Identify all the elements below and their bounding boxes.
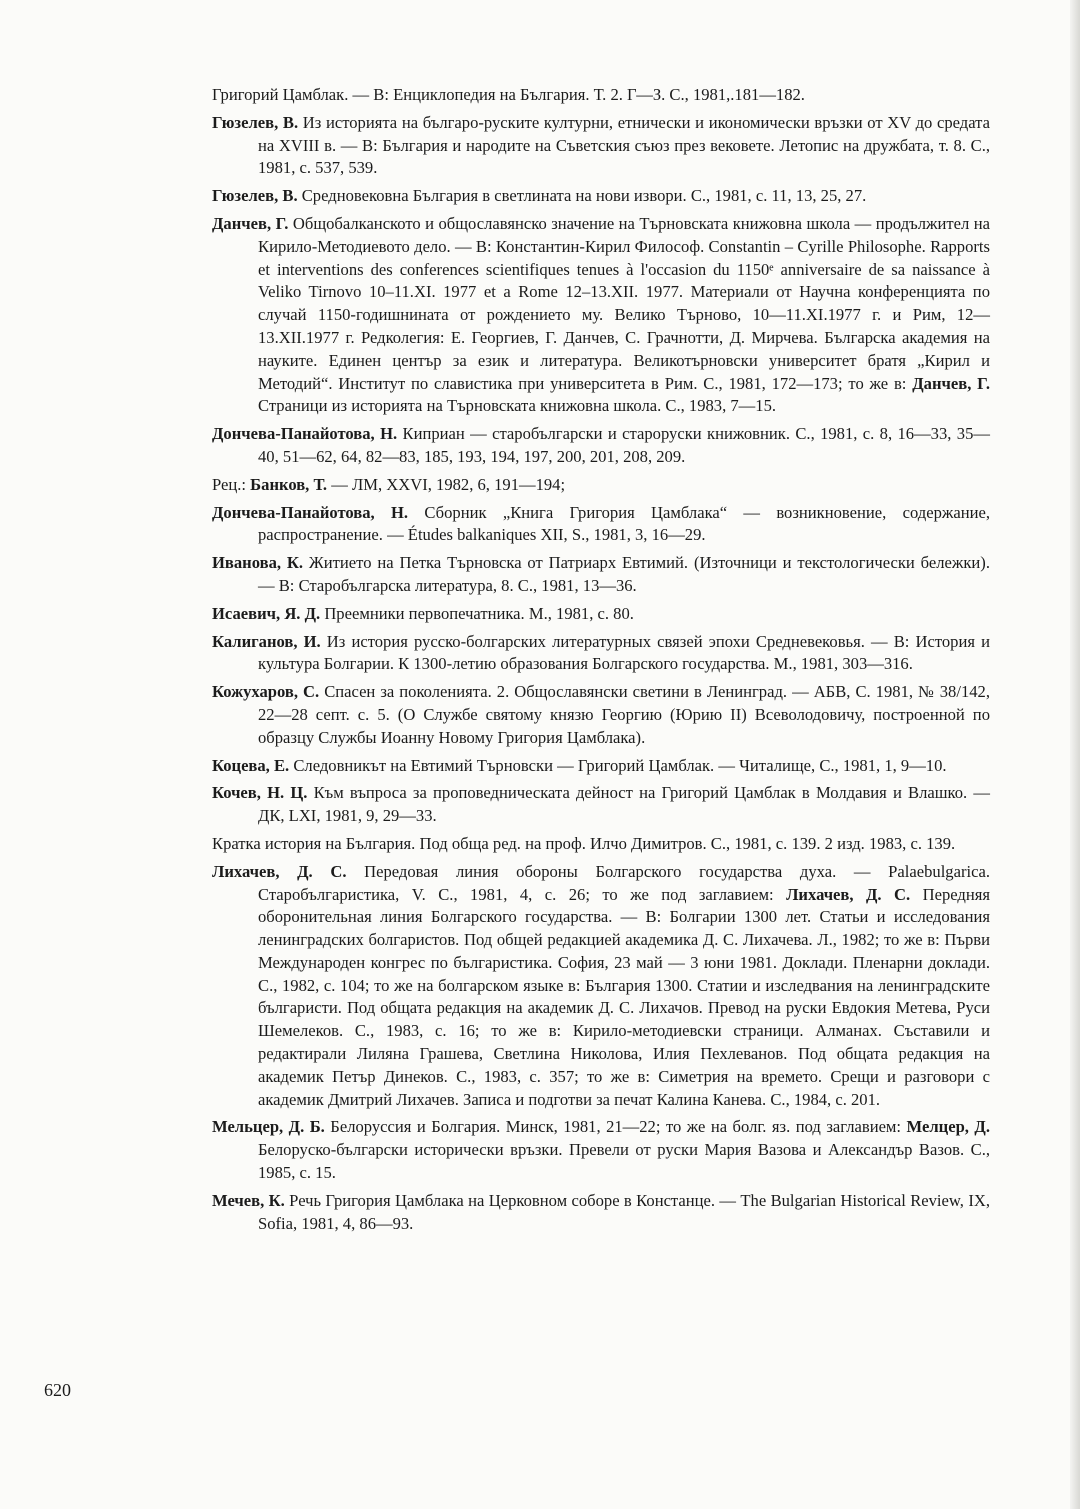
entry-author: Мелцер, Д.	[906, 1117, 990, 1137]
bibliography-entry: Гюзелев, В. Средновековна България в светлината на нови извори. С., 1981, с. 11, 13, 25, 27.	[212, 186, 867, 206]
bibliography-entry: Исаевич, Я. Д. Преемники первопечатника. М., 1981, с. 80.	[212, 603, 634, 623]
entry-author: Гюзелев, В.	[212, 186, 298, 206]
entry-author: Данчев, Г.	[212, 213, 289, 233]
entry-author: Кочев, Н. Ц.	[212, 783, 308, 803]
page-number: 620	[44, 1380, 71, 1400]
entry-author: Мельцер, Д. Б.	[212, 1117, 325, 1137]
bibliography-entry: Кожухаров, С. Спасен за поколенията. 2. Общославянски светини в Ленинград. — АБВ, С. 1981, № 38/142, 22—28 септ. с. 5. (О Службе святому князю Георгию (Юрию II) Всеволодовичу, построенной по образцу Службы Иоанну Новому Григория Цамблака).	[212, 682, 991, 747]
bibliography-entry: Мельцер, Д. Б. Белоруссия и Болгария. Минск, 1981, 21—22; то же на болг. яз. под заглавием: Мелцер, Д. Белоруско-български исторически връзки. Превели от руски Мария Вазова и Александър Вазов. С., 1985, с. 15.	[212, 1117, 990, 1183]
entry-author: Калиганов, И.	[212, 631, 321, 651]
entry-author: Дончева-Панайотова, Н.	[212, 424, 398, 444]
bibliography-entry: Коцева, Е. Следовникът на Евтимий Търновски — Григорий Цамблак. — Читалище, С., 1981, 1, 9—10.	[212, 755, 947, 775]
page-edge-shadow	[1070, 0, 1080, 1509]
entry-author: Иванова, К.	[212, 553, 304, 573]
entry-author: Лихачев, Д. С.	[786, 884, 911, 904]
bibliography-list	[212, 84, 990, 1240]
entry-author: Исаевич, Я. Д.	[212, 603, 321, 623]
bibliography-entry: Калиганов, И. Из история русско-болгарских литературных связей эпохи Средневековья. — В: История и культура Болгарии. К 1300-летию образования Болгарского государства. М., 1981, 303—316.	[212, 631, 990, 674]
bibliography-entry: Лихачев, Д. С. Передовая линия обороны Болгарского государства духа. — Palaebulgarica. Старобългаристика, V. С., 1981, 4, с. 26; то же под заглавием: Лихачев, Д. С. Передняя оборонительная линия Болгарского государства. — В: Болгарии 1300 лет. Статьи и исследования ленинградских болгаристов. Под общей редакцией академика Д. С. Лихачева. Л., 1982; то же в: Първи Международен конгрес по българистика. София, 23 май — 3 юни 1981. Доклади. Пленарни доклади. С., 1982, с. 104; то же на болгарском языке в: България 1300. Статии и изследвания на ленинградските българисти. Под общата редакция на академик Д. С. Лихачов. Превод на руски Евдокия Метева, Руси Шемелеков. С., 1983, с. 16; то же в: Кирило-методиевски страници. Алманах. Съставили и редактирали Лиляна Грашева, Светлина Николова, Илия Пехлеванов. Под общата редакция на академик Петър Динеков. С., 1983, с. 357; то же в: Симетрия на времето. Срещи и разговори с академик Дмитрий Лихачев. Записа и подготви за печат Калина Канева. С., 1984, с. 201.	[212, 861, 990, 1109]
bibliography-entry: Григорий Цамблак. — В: Енциклопедия на България. Т. 2. Г—З. С., 1981,.181—182.	[212, 85, 805, 104]
entry-author: Дончева-Панайотова, Н.	[212, 502, 409, 522]
bibliography-entry: Данчев, Г. Общобалканското и общославянско значение на Търновската книжовна школа — продължител на Кирило-Методиевото дело. — В: Константин-Кирил Философ. Constantin – Cyrille Philosophe. Rapports et interventions des conferences scientifiques tenues à l'occasion du 1150ᵉ anniversaire de sa naissance à Veliko Tirnovo 10–11.XI. 1977 et a Rome 12–13.XII. 1977. Материали от Научна конференцията по случай 1150-годишнината от рождението му. Велико Търново, 10—11.XI.1977 г. и Рим, 12—13.XII.1977 г. Редколегия: Е. Георгиев, Г. Данчев, С. Грачнотти, Д. Мирчева. Българска академия на науките. Единен център за език и литература. Великотърновски университет братя „Кирил и Методий“. Институт по славистика при университета в Рим. С., 1981, 172—173; то же в: Данчев, Г. Страници из историята на Търновската книжовна школа. С., 1983, 7—15.	[212, 213, 990, 416]
entry-author: Данчев, Г.	[912, 373, 990, 393]
bibliography-entry: Рец.: Банков, Т. — ЛМ, XXVI, 1982, 6, 191—194;	[212, 474, 566, 494]
entry-author: Кожухаров, С.	[212, 682, 320, 702]
bibliography-entry: Дончева-Панайотова, Н. Киприан — старобългарски и староруски книжовник. С., 1981, с. 8, 16—33, 35—40, 51—62, 64, 82—83, 185, 193, 194, 197, 200, 201, 208, 209.	[212, 424, 990, 466]
entry-author: Банков, Т.	[250, 474, 328, 494]
entry-author: Гюзелев, В.	[212, 112, 299, 132]
bibliography-entry: Мечев, К. Речь Григория Цамблака на Церковном соборе в Констанце. — The Bulgarian Historical Review, IX, Sofia, 1981, 4, 86—93.	[212, 1190, 990, 1233]
entry-author: Лихачев, Д. С.	[212, 861, 347, 881]
bibliography-entry: Кратка история на България. Под обща ред. на проф. Илчо Димитров. С., 1981, с. 139. 2 изд. 1983, с. 139.	[212, 833, 956, 853]
bibliography-entry: Иванова, К. Житието на Петка Търновска от Патриарх Евтимий. (Източници и текстологически бележки). — В: Старобългарска литература, 8. С., 1981, 13—36.	[212, 553, 990, 595]
bibliography-entry: Гюзелев, В. Из историята на българо-руските културни, етнически и икономически връзки от XV до средата на XVIII в. — В: България и народите на Съветския съюз през вековете. Летопис на дружбата, т. 8. С., 1981, с. 537, 539.	[212, 112, 990, 178]
bibliography-entry: Дончева-Панайотова, Н. Сборник „Книга Григория Цамблака“ — возникновение, содержание, распространение. — Études balkaniques XII, S., 1981, 3, 16—29.	[212, 502, 990, 545]
bibliography-entry: Кочев, Н. Ц. Към въпроса за проповедническата дейност на Григорий Цамблак в Молдавия и Влашко. — ДК, LXI, 1981, 9, 29—33.	[212, 783, 990, 826]
entry-author: Коцева, Е.	[212, 755, 290, 775]
entry-author: Мечев, К.	[212, 1190, 285, 1210]
